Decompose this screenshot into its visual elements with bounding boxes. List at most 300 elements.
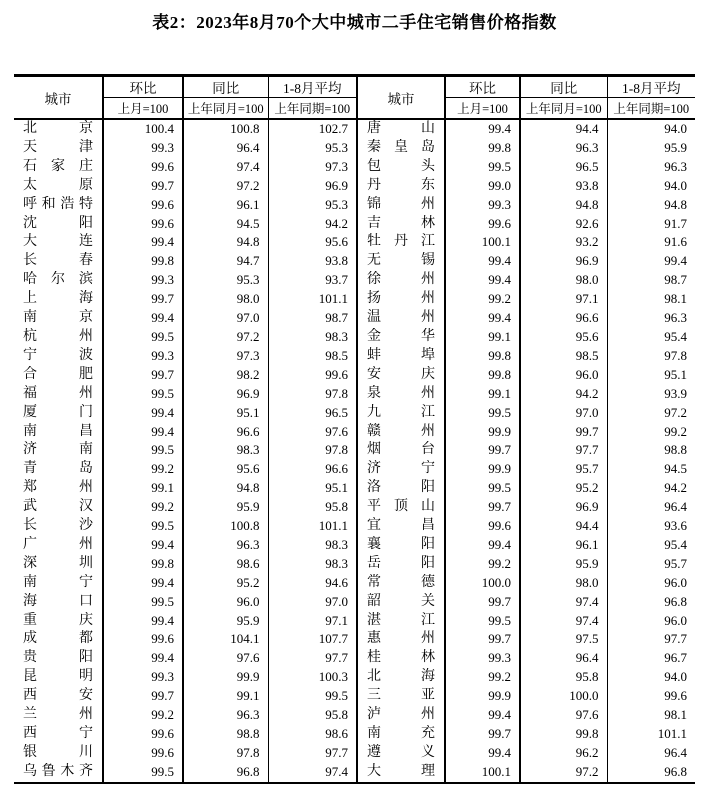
avg-cell-left: 97.4 [268, 763, 357, 783]
avg-cell-right: 97.7 [607, 630, 695, 649]
mom-cell-right: 99.1 [445, 385, 520, 404]
city-cell-right: 包头 [357, 158, 445, 177]
city-cell-right: 锦州 [357, 196, 445, 215]
city-cell-left: 青岛 [23, 461, 93, 477]
mom-cell-left: 100.4 [103, 119, 183, 139]
header-yoy-left: 同比 [183, 76, 268, 98]
header-avg-base-left: 上年同期=100 [268, 98, 357, 120]
avg-cell-right: 99.4 [607, 252, 695, 271]
city-cell-left: 昆明 [23, 669, 93, 685]
mom-cell-left: 99.3 [103, 139, 183, 158]
mom-cell-left: 99.5 [103, 385, 183, 404]
city-cell-left: 石家庄 [23, 158, 93, 174]
table-row [14, 139, 695, 158]
yoy-cell-right: 96.2 [520, 744, 607, 763]
yoy-cell-left: 95.2 [183, 574, 268, 593]
city-cell-left: 厦门 [23, 404, 93, 420]
header-avg-base-right: 上年同期=100 [607, 98, 695, 120]
avg-cell-right: 95.7 [607, 555, 695, 574]
avg-cell-right: 96.7 [607, 649, 695, 668]
table-row [14, 404, 695, 423]
mom-cell-left: 99.7 [103, 687, 183, 706]
mom-cell-left: 99.4 [103, 612, 183, 631]
yoy-cell-left: 98.2 [183, 366, 268, 385]
mom-cell-left: 99.1 [103, 479, 183, 498]
mom-cell-left: 99.8 [103, 555, 183, 574]
mom-cell-left: 99.7 [103, 366, 183, 385]
table-row [14, 612, 695, 631]
avg-cell-right: 94.0 [607, 119, 695, 139]
mom-cell-right: 99.2 [445, 555, 520, 574]
city-cell-right: 丹东 [357, 177, 445, 196]
yoy-cell-left: 97.4 [183, 158, 268, 177]
avg-cell-left: 101.1 [268, 290, 357, 309]
yoy-cell-left: 96.3 [183, 536, 268, 555]
yoy-cell-left: 98.3 [183, 441, 268, 460]
city-cell-left: 广州 [23, 536, 93, 552]
yoy-cell-right: 97.4 [520, 593, 607, 612]
table-row [14, 536, 695, 555]
mom-cell-right: 99.7 [445, 498, 520, 517]
mom-cell-left: 99.4 [103, 309, 183, 328]
avg-cell-right: 97.8 [607, 347, 695, 366]
city-cell-right: 平顶山 [357, 498, 445, 517]
city-cell-right: 三亚 [357, 687, 445, 706]
avg-cell-left: 95.8 [268, 498, 357, 517]
yoy-cell-left: 94.5 [183, 215, 268, 234]
mom-cell-right: 99.9 [445, 687, 520, 706]
mom-cell-right: 99.7 [445, 630, 520, 649]
yoy-cell-left: 96.4 [183, 139, 268, 158]
yoy-cell-right: 96.9 [520, 252, 607, 271]
city-cell-right: 温州 [357, 309, 445, 328]
avg-cell-left: 98.6 [268, 725, 357, 744]
yoy-cell-right: 100.0 [520, 687, 607, 706]
yoy-cell-left: 97.8 [183, 744, 268, 763]
header-avg-left: 1-8月平均 [268, 76, 357, 98]
mom-cell-right: 99.9 [445, 423, 520, 442]
mom-cell-right: 99.4 [445, 252, 520, 271]
city-cell-right: 岳阳 [357, 555, 445, 574]
mom-cell-right: 99.0 [445, 177, 520, 196]
avg-cell-left: 101.1 [268, 517, 357, 536]
yoy-cell-left: 95.9 [183, 498, 268, 517]
avg-cell-right: 98.1 [607, 706, 695, 725]
city-cell-left: 武汉 [23, 499, 93, 515]
yoy-cell-left: 94.8 [183, 479, 268, 498]
yoy-cell-left: 96.6 [183, 423, 268, 442]
mom-cell-left: 99.8 [103, 252, 183, 271]
avg-cell-right: 94.5 [607, 460, 695, 479]
city-cell-right: 赣州 [357, 423, 445, 442]
table-row [14, 233, 695, 252]
mom-cell-left: 99.4 [103, 536, 183, 555]
city-cell-right: 徐州 [357, 271, 445, 290]
yoy-cell-right: 96.0 [520, 366, 607, 385]
yoy-cell-left: 95.1 [183, 404, 268, 423]
table-row [14, 252, 695, 271]
yoy-cell-left: 97.0 [183, 309, 268, 328]
city-cell-right: 泸州 [357, 706, 445, 725]
avg-cell-right: 99.2 [607, 423, 695, 442]
city-cell-left: 贵阳 [23, 650, 93, 666]
avg-cell-left: 96.5 [268, 404, 357, 423]
mom-cell-left: 99.4 [103, 233, 183, 252]
avg-cell-right: 91.6 [607, 233, 695, 252]
avg-cell-right: 95.4 [607, 536, 695, 555]
header-yoy-right: 同比 [520, 76, 607, 98]
yoy-cell-right: 97.2 [520, 763, 607, 783]
city-cell-left: 南宁 [23, 574, 93, 590]
yoy-cell-right: 95.8 [520, 668, 607, 687]
yoy-cell-left: 95.3 [183, 271, 268, 290]
table-row [14, 119, 695, 139]
mom-cell-right: 100.0 [445, 574, 520, 593]
mom-cell-left: 99.4 [103, 649, 183, 668]
table-row [14, 423, 695, 442]
city-cell-right: 安庆 [357, 366, 445, 385]
avg-cell-left: 97.6 [268, 423, 357, 442]
mom-cell-right: 99.7 [445, 441, 520, 460]
yoy-cell-left: 100.8 [183, 517, 268, 536]
avg-cell-right: 96.4 [607, 498, 695, 517]
city-cell-left: 上海 [23, 291, 93, 307]
avg-cell-left: 99.5 [268, 687, 357, 706]
avg-cell-right: 91.7 [607, 215, 695, 234]
mom-cell-left: 99.3 [103, 271, 183, 290]
avg-cell-left: 98.3 [268, 328, 357, 347]
mom-cell-left: 99.4 [103, 574, 183, 593]
mom-cell-left: 99.6 [103, 630, 183, 649]
city-cell-left: 兰州 [23, 707, 93, 723]
table-row [14, 271, 695, 290]
header-mom-right: 环比 [445, 76, 520, 98]
mom-cell-left: 99.2 [103, 498, 183, 517]
yoy-cell-left: 97.3 [183, 347, 268, 366]
city-cell-left: 银川 [23, 744, 93, 760]
avg-cell-right: 97.2 [607, 404, 695, 423]
city-cell-right: 秦皇岛 [357, 139, 445, 158]
mom-cell-left: 99.6 [103, 158, 183, 177]
avg-cell-right: 94.8 [607, 196, 695, 215]
avg-cell-left: 97.7 [268, 649, 357, 668]
table-row [14, 385, 695, 404]
avg-cell-right: 99.6 [607, 687, 695, 706]
table-row [14, 441, 695, 460]
yoy-cell-right: 96.3 [520, 139, 607, 158]
city-cell-right: 洛阳 [357, 479, 445, 498]
mom-cell-right: 99.9 [445, 460, 520, 479]
mom-cell-left: 99.3 [103, 668, 183, 687]
yoy-cell-right: 95.7 [520, 460, 607, 479]
city-cell-left: 长沙 [23, 518, 93, 534]
mom-cell-right: 99.5 [445, 158, 520, 177]
mom-cell-right: 99.3 [445, 649, 520, 668]
avg-cell-right: 95.1 [607, 366, 695, 385]
yoy-cell-left: 97.2 [183, 328, 268, 347]
avg-cell-right: 101.1 [607, 725, 695, 744]
city-cell-left: 杭州 [23, 328, 93, 344]
yoy-cell-left: 97.2 [183, 177, 268, 196]
mom-cell-left: 99.3 [103, 347, 183, 366]
avg-cell-left: 95.3 [268, 196, 357, 215]
mom-cell-right: 99.5 [445, 612, 520, 631]
mom-cell-right: 99.4 [445, 271, 520, 290]
yoy-cell-left: 98.0 [183, 290, 268, 309]
avg-cell-left: 97.1 [268, 612, 357, 631]
avg-cell-right: 96.0 [607, 574, 695, 593]
avg-cell-left: 98.5 [268, 347, 357, 366]
city-cell-left: 哈尔滨 [23, 272, 93, 288]
city-cell-left: 西安 [23, 688, 93, 704]
yoy-cell-right: 96.4 [520, 649, 607, 668]
avg-cell-left: 93.7 [268, 271, 357, 290]
yoy-cell-left: 94.8 [183, 233, 268, 252]
table-row [14, 668, 695, 687]
mom-cell-right: 99.6 [445, 517, 520, 536]
yoy-cell-right: 93.2 [520, 233, 607, 252]
city-cell-right: 遵义 [357, 744, 445, 763]
mom-cell-left: 99.5 [103, 593, 183, 612]
mom-cell-right: 99.4 [445, 706, 520, 725]
avg-cell-right: 96.3 [607, 158, 695, 177]
mom-cell-right: 99.8 [445, 347, 520, 366]
avg-cell-left: 93.8 [268, 252, 357, 271]
avg-cell-right: 98.1 [607, 290, 695, 309]
city-cell-right: 惠州 [357, 630, 445, 649]
mom-cell-right: 99.3 [445, 196, 520, 215]
avg-cell-right: 95.4 [607, 328, 695, 347]
yoy-cell-right: 94.4 [520, 517, 607, 536]
avg-cell-left: 102.7 [268, 119, 357, 139]
yoy-cell-right: 97.6 [520, 706, 607, 725]
mom-cell-right: 99.8 [445, 366, 520, 385]
city-cell-left: 合肥 [23, 366, 93, 382]
mom-cell-left: 99.6 [103, 744, 183, 763]
table-row [14, 347, 695, 366]
city-cell-right: 桂林 [357, 649, 445, 668]
avg-cell-right: 98.7 [607, 271, 695, 290]
yoy-cell-right: 98.0 [520, 574, 607, 593]
header-city-right: 城市 [357, 76, 445, 120]
city-cell-right: 大理 [357, 763, 445, 783]
yoy-cell-right: 93.8 [520, 177, 607, 196]
yoy-cell-left: 104.1 [183, 630, 268, 649]
mom-cell-right: 99.4 [445, 536, 520, 555]
mom-cell-right: 99.7 [445, 725, 520, 744]
yoy-cell-right: 96.9 [520, 498, 607, 517]
avg-cell-right: 96.0 [607, 612, 695, 631]
avg-cell-right: 94.2 [607, 479, 695, 498]
yoy-cell-right: 97.4 [520, 612, 607, 631]
city-cell-right: 泉州 [357, 385, 445, 404]
avg-cell-right: 95.9 [607, 139, 695, 158]
city-cell-right: 牡丹江 [357, 233, 445, 252]
yoy-cell-right: 97.1 [520, 290, 607, 309]
avg-cell-left: 98.7 [268, 309, 357, 328]
avg-cell-left: 99.6 [268, 366, 357, 385]
header-yoy-base-right: 上年同月=100 [520, 98, 607, 120]
yoy-cell-right: 97.7 [520, 441, 607, 460]
avg-cell-left: 94.6 [268, 574, 357, 593]
city-cell-right: 宜昌 [357, 517, 445, 536]
mom-cell-right: 99.1 [445, 328, 520, 347]
mom-cell-left: 99.7 [103, 290, 183, 309]
city-cell-right: 南充 [357, 725, 445, 744]
yoy-cell-right: 95.2 [520, 479, 607, 498]
yoy-cell-left: 96.9 [183, 385, 268, 404]
yoy-cell-left: 96.1 [183, 196, 268, 215]
yoy-cell-right: 94.4 [520, 119, 607, 139]
yoy-cell-left: 99.9 [183, 668, 268, 687]
city-cell-right: 吉林 [357, 215, 445, 234]
avg-cell-right: 94.0 [607, 177, 695, 196]
city-cell-right: 蚌埠 [357, 347, 445, 366]
avg-cell-left: 95.1 [268, 479, 357, 498]
yoy-cell-left: 96.3 [183, 706, 268, 725]
yoy-cell-right: 97.0 [520, 404, 607, 423]
avg-cell-left: 97.3 [268, 158, 357, 177]
city-cell-left: 重庆 [23, 612, 93, 628]
table-header-row-1 [14, 76, 695, 98]
mom-cell-right: 99.4 [445, 309, 520, 328]
table-row [14, 555, 695, 574]
city-cell-left: 成都 [23, 631, 93, 647]
yoy-cell-right: 96.6 [520, 309, 607, 328]
city-cell-right: 韶关 [357, 593, 445, 612]
mom-cell-left: 99.5 [103, 763, 183, 783]
city-cell-left: 乌鲁木齐 [23, 763, 93, 779]
table-row [14, 328, 695, 347]
city-cell-left: 济南 [23, 442, 93, 458]
page-title: 表2：2023年8月70个大中城市二手住宅销售价格指数 [152, 13, 557, 32]
city-cell-right: 济宁 [357, 460, 445, 479]
avg-cell-left: 96.6 [268, 460, 357, 479]
city-cell-left: 深圳 [23, 555, 93, 571]
yoy-cell-right: 96.5 [520, 158, 607, 177]
mom-cell-left: 99.4 [103, 404, 183, 423]
city-cell-left: 长春 [23, 253, 93, 269]
city-cell-left: 西宁 [23, 726, 93, 741]
yoy-cell-left: 98.6 [183, 555, 268, 574]
header-mom-left: 环比 [103, 76, 183, 98]
avg-cell-right: 96.3 [607, 309, 695, 328]
table-body [14, 119, 695, 783]
table-row [14, 593, 695, 612]
mom-cell-right: 99.4 [445, 119, 520, 139]
table-header-row-2 [14, 98, 695, 120]
city-cell-right: 湛江 [357, 612, 445, 631]
header-mom-base-right: 上月=100 [445, 98, 520, 120]
header-avg-right: 1-8月平均 [607, 76, 695, 98]
avg-cell-right: 98.8 [607, 441, 695, 460]
avg-cell-left: 97.7 [268, 744, 357, 763]
yoy-cell-right: 98.5 [520, 347, 607, 366]
table-header [14, 76, 695, 120]
city-cell-right: 北海 [357, 668, 445, 687]
header-city-left: 城市 [14, 76, 103, 120]
yoy-cell-left: 96.8 [183, 763, 268, 783]
avg-cell-right: 93.9 [607, 385, 695, 404]
table-row [14, 158, 695, 177]
table-row [14, 215, 695, 234]
mom-cell-left: 99.5 [103, 328, 183, 347]
table-row [14, 196, 695, 215]
city-cell-left: 福州 [23, 385, 93, 401]
yoy-cell-left: 97.6 [183, 649, 268, 668]
city-cell-right: 烟台 [357, 441, 445, 460]
city-cell-right: 无锡 [357, 252, 445, 271]
table-row [14, 706, 695, 725]
mom-cell-right: 99.5 [445, 404, 520, 423]
city-cell-left: 呼和浩特 [23, 196, 93, 212]
city-cell-right: 襄阳 [357, 536, 445, 555]
yoy-cell-right: 95.9 [520, 555, 607, 574]
table-row [14, 517, 695, 536]
city-cell-left: 太原 [23, 177, 93, 193]
mom-cell-left: 99.2 [103, 460, 183, 479]
yoy-cell-right: 99.7 [520, 423, 607, 442]
yoy-cell-left: 100.8 [183, 119, 268, 139]
avg-cell-right: 96.8 [607, 763, 695, 783]
table-row [14, 574, 695, 593]
city-cell-right: 金华 [357, 328, 445, 347]
yoy-cell-left: 99.1 [183, 687, 268, 706]
mom-cell-left: 99.6 [103, 725, 183, 744]
avg-cell-left: 95.8 [268, 706, 357, 725]
yoy-cell-right: 98.0 [520, 271, 607, 290]
mom-cell-right: 99.2 [445, 668, 520, 687]
header-mom-base-left: 上月=100 [103, 98, 183, 120]
avg-cell-left: 100.3 [268, 668, 357, 687]
city-cell-right: 常德 [357, 574, 445, 593]
table-row [14, 460, 695, 479]
avg-cell-left: 95.3 [268, 139, 357, 158]
mom-cell-left: 99.5 [103, 517, 183, 536]
yoy-cell-left: 95.9 [183, 612, 268, 631]
yoy-cell-right: 92.6 [520, 215, 607, 234]
yoy-cell-left: 96.0 [183, 593, 268, 612]
city-cell-left: 南昌 [23, 423, 93, 439]
mom-cell-left: 99.5 [103, 441, 183, 460]
city-cell-left: 大连 [23, 234, 93, 250]
table-row [14, 309, 695, 328]
city-cell-left: 天津 [23, 139, 93, 155]
mom-cell-right: 99.7 [445, 593, 520, 612]
mom-cell-left: 99.2 [103, 706, 183, 725]
header-yoy-base-left: 上年同月=100 [183, 98, 268, 120]
city-cell-left: 北京 [23, 121, 93, 136]
city-cell-left: 沈阳 [23, 215, 93, 231]
yoy-cell-left: 95.6 [183, 460, 268, 479]
city-cell-right: 九江 [357, 404, 445, 423]
table-row [14, 763, 695, 783]
avg-cell-left: 94.2 [268, 215, 357, 234]
table-row [14, 744, 695, 763]
mom-cell-right: 99.5 [445, 479, 520, 498]
mom-cell-left: 99.7 [103, 177, 183, 196]
yoy-cell-right: 99.8 [520, 725, 607, 744]
avg-cell-left: 107.7 [268, 630, 357, 649]
table-row [14, 649, 695, 668]
table-row [14, 177, 695, 196]
city-cell-left: 海口 [23, 593, 93, 609]
table-row [14, 630, 695, 649]
mom-cell-right: 99.8 [445, 139, 520, 158]
avg-cell-left: 98.3 [268, 555, 357, 574]
table-row [14, 366, 695, 385]
table-row [14, 725, 695, 744]
